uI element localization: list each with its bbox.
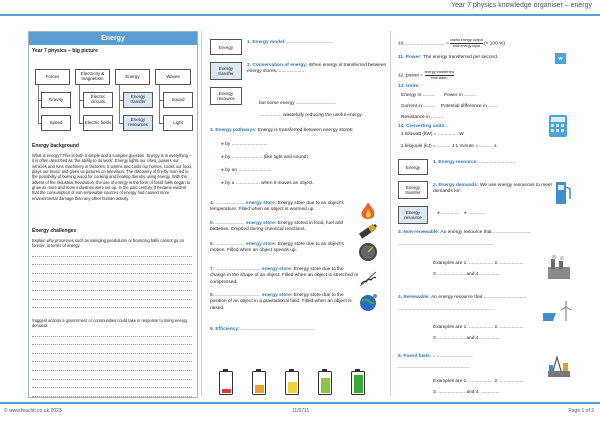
battery-icon xyxy=(357,222,379,240)
q1-blank[interactable]: .................................. xyxy=(287,40,333,45)
middle-panel: Energy Energy transfer Energy resource 1. Energy model: .................................. 2. Conservation of energy: When energy is transferred between energy stores, ................... but some energy .............................. ................. wastefully reducing the useful energy. 3. Energy pathways: Energy is transferred between energy stores: ● by ........................... ● by ....................... (like light and sound) ● by an ......................... ● by a .................. when it moves an object. 4. ...................... energy store: Energy store due to an object's temperature. Filled when an object is warmed up. 5. ...................... energy store: Energy stored in food, fuel and batteries. Emptied during chemical reactions. 6. ...................... energy store: Energy store due to an object's motion. Filled when an object speeds up. 7. .................................. energy store: Energy store due to the change in the shape of an object. Filled when an object is stretched or compressed. 8. .................................. energy store: Energy store due to the position of an object in a gravitational field. Filled when an object is raised. 9. Efficiency: ....................................................... xyxy=(207,31,387,396)
box-energy-transfer: Energy transfer xyxy=(123,92,153,108)
battery-level-icon xyxy=(285,371,299,395)
box-fields: Electric fields xyxy=(83,115,113,131)
challenges-heading: Energy challenges xyxy=(32,228,77,234)
speedometer-icon xyxy=(357,242,379,262)
header-bar xyxy=(0,0,600,16)
calculator-icon xyxy=(545,113,571,139)
right-box-energy-resource: Energy resource xyxy=(398,206,428,224)
box-light: Light xyxy=(163,115,193,131)
planet-icon xyxy=(357,293,379,313)
box-electricity: Electricity & magnetism xyxy=(75,69,110,85)
challenge-1-answer-lines[interactable] xyxy=(32,248,192,308)
right-box-energy: Energy xyxy=(398,159,428,175)
q9-label: Efficiency: xyxy=(215,327,240,332)
battery-level-icon xyxy=(252,371,266,395)
battery-level-icon xyxy=(318,371,332,395)
oil-rig-icon xyxy=(545,353,573,379)
spring-icon xyxy=(357,269,379,289)
watt-icon: W xyxy=(555,53,566,64)
challenge-2-answer-lines[interactable] xyxy=(32,328,192,397)
mid-box-energy-transfer: Energy transfer xyxy=(210,62,242,80)
big-picture-heading: Year 7 physics – big picture xyxy=(32,48,98,54)
mid-box-energy: Energy xyxy=(210,39,242,55)
power-station-icon xyxy=(545,253,573,281)
box-circuits: Electric circuits xyxy=(83,92,113,108)
mid-box-energy-resource: Energy resource xyxy=(210,87,242,105)
energy-title: Energy xyxy=(29,32,197,45)
background-text: What is energy? This is both a simple and a complex question. Energy is in everything – it is often described as 'the ability to do work'. Energy lights our cities, powers our vehicles and runs machinery in factories. It warms and cools our homes, cooks our food, plays our music and gives us pictures on television. The discovery of fire by man led to the possibility of burning wood for cooking and heating thereby using energy. With the advent of the Industrial Revolution, the use of energy in the form of fossil fuels began to grow as more and more industries were set up. In the past century, it became evident that the consumption of non-renewable sources of energy had caused more environmental damage than any other human activity. xyxy=(32,153,192,201)
q1-label: Energy model: xyxy=(252,40,286,45)
challenge-2: Suggest actions a government or communities could take in response to rising energy demand. xyxy=(32,318,188,329)
left-panel xyxy=(28,31,198,398)
box-energy: Energy xyxy=(115,69,150,85)
battery-level-icon xyxy=(351,371,365,395)
right-box-energy-transfer: Energy transfer xyxy=(398,181,428,199)
box-sound: Sound xyxy=(163,92,193,108)
footer-copyright: © www.teachit.co.uk 2023 xyxy=(4,408,62,414)
box-waves: Waves xyxy=(155,69,191,85)
footer-code: 11/0711 xyxy=(292,408,310,414)
footer xyxy=(0,402,600,422)
box-speed: Speed xyxy=(41,115,71,131)
fuel-pump-icon xyxy=(553,177,573,207)
q2-label: Conservation of energy: xyxy=(252,63,308,68)
fire-icon xyxy=(357,201,379,221)
box-gravity: Gravity xyxy=(41,92,71,108)
q3-label: Energy pathways: xyxy=(215,128,257,133)
challenge-1: Explain why processes such as swinging pendulums or bouncing balls cannot go on forever, in terms of energy. xyxy=(32,238,185,249)
box-energy-resources: Energy resources xyxy=(123,115,153,131)
footer-page: Page 1 of 2 xyxy=(568,408,594,414)
battery-level-icon xyxy=(219,371,233,395)
background-heading: Energy background xyxy=(32,143,79,149)
wind-solar-icon xyxy=(543,299,573,323)
box-forces: Forces xyxy=(35,69,70,85)
page-title: Year 7 physics knowledge organiser – energy xyxy=(451,2,592,9)
right-panel: 10. ............................. = useful energy output total energy input (× 100 %) 11. Power: The energy transferred per second. W 12. power = energy transferred time taken 13. Units: Energy in ......... Power in ......... Current in ......... Potential difference in ....... Resistance in ......... 14. Converting units: 1 kilowatt (kW) = ............... W 1 kilojoule (kJ) = .......... J 1 minute = .......... s Energy Energy transfer Energy resource 1. Energy resource: ........................... 2. Energy demands: We use energy resources to meet demands for: ● ............. ● ............. 3. Non-renewable: An energy resource that ............................ ........................................................................ Examples are 1. .................. 2. .................. 3. .................... and 4. .............. 4. Renewable: An energy resource that ................................ ........................................................................ Examples are 1. .................. 2. .................. 3. .................... and 4. .............. 5. Fossil fuels: .............................. ...................................................... Examples are 1. .................. 2. .................. 3. .................... and 4. .............. xyxy=(395,31,575,396)
